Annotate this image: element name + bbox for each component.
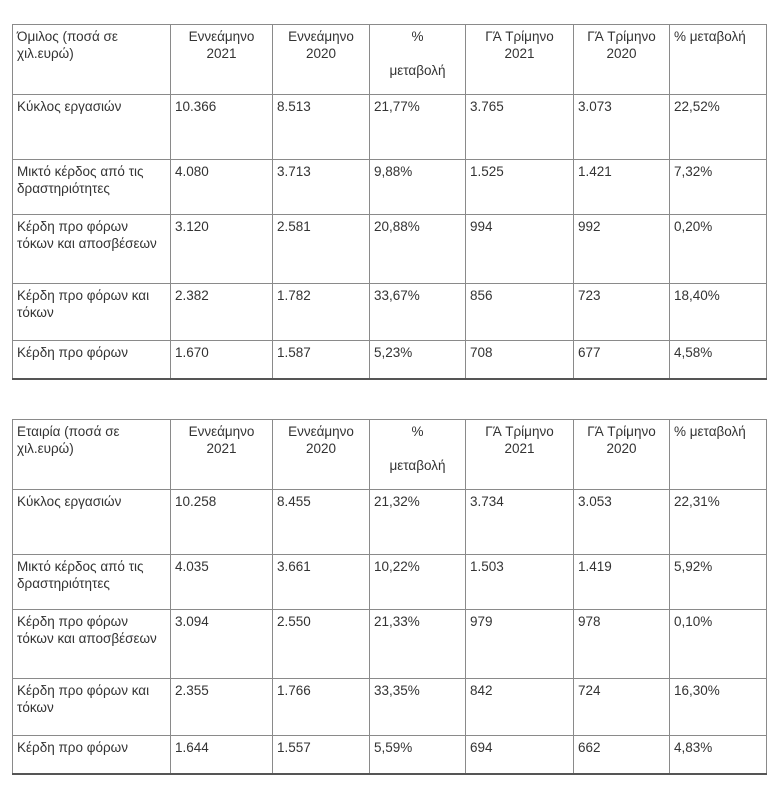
table-cell: 10.366 <box>171 95 273 160</box>
row-label: Μικτό κέρδος από τις δραστηριότητες <box>13 160 171 215</box>
table-row <box>13 679 767 736</box>
table-cell: 842 <box>466 679 574 736</box>
row-label: Κέρδη προ φόρων και τόκων <box>13 284 171 341</box>
header-cell <box>370 420 466 490</box>
table-cell: 4.080 <box>171 160 273 215</box>
table-cell: 694 <box>466 736 574 774</box>
table-cell: 7,32% <box>670 160 767 215</box>
table-row <box>13 284 767 341</box>
table-cell: 21,32% <box>370 490 466 555</box>
table-cell: 22,52% <box>670 95 767 160</box>
table-cell: 4.035 <box>171 555 273 610</box>
header-cell: ΓΆ Τρίμηνο 2021 <box>466 25 574 95</box>
table-cell: 1.421 <box>574 160 670 215</box>
table-cell: 1.557 <box>273 736 370 774</box>
table-row <box>13 95 767 160</box>
table-cell: 5,23% <box>370 341 466 379</box>
table-cell: 33,67% <box>370 284 466 341</box>
table-cell: 8.455 <box>273 490 370 555</box>
header-cell: ΓΆ Τρίμηνο 2020 <box>574 25 670 95</box>
table-cell: 4,58% <box>670 341 767 379</box>
table-cell: 0,10% <box>670 610 767 679</box>
table-cell: 2.581 <box>273 215 370 284</box>
table-cell: 3.713 <box>273 160 370 215</box>
table-cell: 8.513 <box>273 95 370 160</box>
header-percent-sign: % <box>411 424 424 439</box>
table-cell: 33,35% <box>370 679 466 736</box>
table-cell: 3.661 <box>273 555 370 610</box>
table-cell: 979 <box>466 610 574 679</box>
table-cell: 994 <box>466 215 574 284</box>
table-row <box>13 555 767 610</box>
table-row <box>13 160 767 215</box>
row-label: Κύκλος εργασιών <box>13 95 171 160</box>
header-change-word: μεταβολή <box>389 458 446 473</box>
table-cell: 20,88% <box>370 215 466 284</box>
table-cell: 1.670 <box>171 341 273 379</box>
table-cell: 10,22% <box>370 555 466 610</box>
header-cell: Εννεάμηνο 2021 <box>171 25 273 95</box>
header-cell: Εννεάμηνο 2021 <box>171 420 273 490</box>
table-cell: 724 <box>574 679 670 736</box>
table-cell: 10.258 <box>171 490 273 555</box>
table-cell: 4,83% <box>670 736 767 774</box>
table-cell: 723 <box>574 284 670 341</box>
table-cell: 2.355 <box>171 679 273 736</box>
row-label: Κέρδη προ φόρων τόκων και αποσβέσεων <box>13 215 171 284</box>
table-cell: 708 <box>466 341 574 379</box>
table-cell: 3.053 <box>574 490 670 555</box>
table-row <box>13 341 767 379</box>
table-cell: 0,20% <box>670 215 767 284</box>
table-cell: 3.094 <box>171 610 273 679</box>
table-cell: 1.587 <box>273 341 370 379</box>
header-cell: Εννεάμηνο 2020 <box>273 25 370 95</box>
table-cell: 9,88% <box>370 160 466 215</box>
table-cell: 662 <box>574 736 670 774</box>
row-label: Κέρδη προ φόρων και τόκων <box>13 679 171 736</box>
table-cell: 1.525 <box>466 160 574 215</box>
table-cell: 3.120 <box>171 215 273 284</box>
table-cell: 3.765 <box>466 95 574 160</box>
group-results-table <box>12 24 767 380</box>
table-cell: 3.734 <box>466 490 574 555</box>
row-label: Κέρδη προ φόρων <box>13 341 171 379</box>
table-cell: 677 <box>574 341 670 379</box>
table-row <box>13 610 767 679</box>
row-label: Κέρδη προ φόρων τόκων και αποσβέσεων <box>13 610 171 679</box>
table-row <box>13 736 767 774</box>
header-cell: % μεταβολή <box>670 420 767 490</box>
table-header-row <box>13 420 767 490</box>
row-label: Μικτό κέρδος από τις δραστηριότητες <box>13 555 171 610</box>
table-cell: 978 <box>574 610 670 679</box>
table-cell: 1.503 <box>466 555 574 610</box>
row-label: Κύκλος εργασιών <box>13 490 171 555</box>
header-change-word: μεταβολή <box>389 63 446 78</box>
table-cell: 18,40% <box>670 284 767 341</box>
header-cell: ΓΆ Τρίμηνο 2020 <box>574 420 670 490</box>
table-cell: 1.766 <box>273 679 370 736</box>
header-cell <box>370 25 466 95</box>
company-results-table <box>12 419 767 775</box>
table-cell: 21,33% <box>370 610 466 679</box>
table-cell: 1.644 <box>171 736 273 774</box>
table-cell: 2.382 <box>171 284 273 341</box>
table-cell: 3.073 <box>574 95 670 160</box>
table-cell: 22,31% <box>670 490 767 555</box>
table-cell: 5,59% <box>370 736 466 774</box>
table-header-row <box>13 25 767 95</box>
header-percent-sign: % <box>411 29 424 44</box>
table-cell: 992 <box>574 215 670 284</box>
table-cell: 856 <box>466 284 574 341</box>
header-cell: ΓΆ Τρίμηνο 2021 <box>466 420 574 490</box>
table-cell: 5,92% <box>670 555 767 610</box>
table-row <box>13 490 767 555</box>
header-cell: Εννεάμηνο 2020 <box>273 420 370 490</box>
table-row <box>13 215 767 284</box>
header-cell: Όμιλος (ποσά σε χιλ.ευρώ) <box>13 25 171 95</box>
table-cell: 2.550 <box>273 610 370 679</box>
table-cell: 1.419 <box>574 555 670 610</box>
table-cell: 21,77% <box>370 95 466 160</box>
table-cell: 1.782 <box>273 284 370 341</box>
header-cell: % μεταβολή <box>670 25 767 95</box>
header-cell: Εταιρία (ποσά σε χιλ.ευρώ) <box>13 420 171 490</box>
row-label: Κέρδη προ φόρων <box>13 736 171 774</box>
table-cell: 16,30% <box>670 679 767 736</box>
